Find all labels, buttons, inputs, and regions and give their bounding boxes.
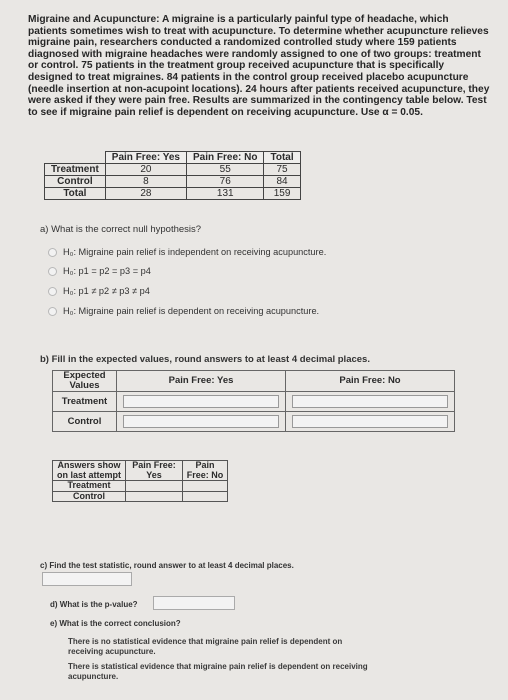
- expected-treatment-no-input[interactable]: [292, 395, 448, 408]
- table-cell: [126, 481, 183, 492]
- radio-button[interactable]: [48, 307, 57, 316]
- row-label: Control: [45, 176, 106, 188]
- test-statistic-input[interactable]: [42, 572, 132, 586]
- problem-statement: [28, 14, 490, 118]
- row-label: Control: [53, 491, 126, 502]
- question-b-prompt: b) Fill in the expected values, round answers to at least 4 decimal places.: [40, 354, 370, 365]
- table-cell: 159: [264, 188, 300, 200]
- table-cell: 55: [187, 164, 264, 176]
- table-cell: [183, 481, 228, 492]
- table-row: [53, 491, 228, 502]
- table-cell: [286, 412, 455, 432]
- table-cell: 20: [105, 164, 186, 176]
- row-label: Control: [53, 412, 117, 432]
- table-header-row: [45, 152, 301, 164]
- table-cell: [126, 491, 183, 502]
- option-label: H₀: p1 = p2 = p3 = p4: [63, 266, 151, 276]
- null-hypothesis-option[interactable]: [48, 266, 151, 276]
- null-hypothesis-option[interactable]: [48, 286, 150, 296]
- table-cell: [183, 491, 228, 502]
- question-c-prompt: c) Find the test statistic, round answer to at least 4 decimal places.: [40, 561, 294, 570]
- table-row: [53, 412, 455, 432]
- col-header: Expected Values: [53, 371, 117, 392]
- table-cell: [117, 392, 286, 412]
- table-cell: 28: [105, 188, 186, 200]
- expected-control-no-input[interactable]: [292, 415, 448, 428]
- table-cell: 75: [264, 164, 300, 176]
- table-corner: [45, 152, 106, 164]
- table-cell: 8: [105, 176, 186, 188]
- table-header-row: [53, 461, 228, 481]
- problem-body: A migraine is a particularly painful type of headache, which patients sometimes wish to treat with acupuncture. To determine whether acupuncture relieves migraine pain, researchers conducted a randomized controlled study where 159 patients diagnosed with migraine headaches were randomly assigned to one of two groups: treatment or control. 75 patients in the treatment group received acupuncture that is specifically designed to treat migraines. 84 patients in the control group received placebo acupuncture (needle insertion at non-acupoint locations). 24 hours after patients received acupuncture, they were asked if they were pain free. Results are summarized in the contingency table below. Test to see if migraine pain relief is dependent on receiving acupuncture. Use α = 0.05.: [28, 14, 490, 118]
- table-cell: 76: [187, 176, 264, 188]
- col-header: Pain Free: Yes: [126, 461, 183, 481]
- col-header: Pain Free: No: [286, 371, 455, 392]
- radio-button[interactable]: [48, 267, 57, 276]
- expected-treatment-yes-input[interactable]: [123, 395, 279, 408]
- null-hypothesis-option[interactable]: [48, 247, 326, 257]
- conclusion-option[interactable]: There is no statistical evidence that migraine pain relief is dependent on receiving acupuncture.: [68, 637, 343, 656]
- option-label: H₀: Migraine pain relief is independent on receiving acupuncture.: [63, 247, 327, 257]
- question-e-prompt: e) What is the correct conclusion?: [50, 619, 181, 628]
- conclusion-option[interactable]: There is statistical evidence that migraine pain relief is dependent on receiving acupuncture.: [68, 662, 368, 681]
- option-label: H₀: Migraine pain relief is dependent on receiving acupuncture.: [63, 306, 320, 316]
- col-header: Pain Free: No: [183, 461, 228, 481]
- col-header: Pain Free: No: [187, 152, 264, 164]
- option-label: H₀: p1 ≠ p2 ≠ p3 ≠ p4: [63, 286, 150, 296]
- table-row: [45, 176, 301, 188]
- problem-title: Migraine and Acupuncture:: [28, 14, 160, 25]
- table-row: [45, 188, 301, 200]
- answers-table: [52, 460, 228, 502]
- col-header: Pain Free: Yes: [105, 152, 186, 164]
- table-cell: 84: [264, 176, 300, 188]
- p-value-input[interactable]: [153, 596, 235, 610]
- row-label: Treatment: [53, 481, 126, 492]
- table-header-row: [53, 371, 455, 392]
- table-row: [53, 481, 228, 492]
- row-label: Treatment: [53, 392, 117, 412]
- null-hypothesis-option[interactable]: [48, 306, 319, 316]
- radio-button[interactable]: [48, 248, 57, 257]
- table-row: [53, 392, 455, 412]
- question-d-prompt: d) What is the p-value?: [50, 600, 138, 609]
- question-a-prompt: a) What is the correct null hypothesis?: [40, 224, 202, 235]
- col-header: Total: [264, 152, 300, 164]
- col-header: Pain Free: Yes: [117, 371, 286, 392]
- table-cell: 131: [187, 188, 264, 200]
- col-header: Answers show on last attempt: [53, 461, 126, 481]
- expected-control-yes-input[interactable]: [123, 415, 279, 428]
- expected-values-table: [52, 370, 455, 432]
- radio-button[interactable]: [48, 287, 57, 296]
- table-cell: [286, 392, 455, 412]
- table-cell: [117, 412, 286, 432]
- table-row: [45, 164, 301, 176]
- row-label: Total: [45, 188, 106, 200]
- contingency-table: [44, 151, 301, 200]
- row-label: Treatment: [45, 164, 106, 176]
